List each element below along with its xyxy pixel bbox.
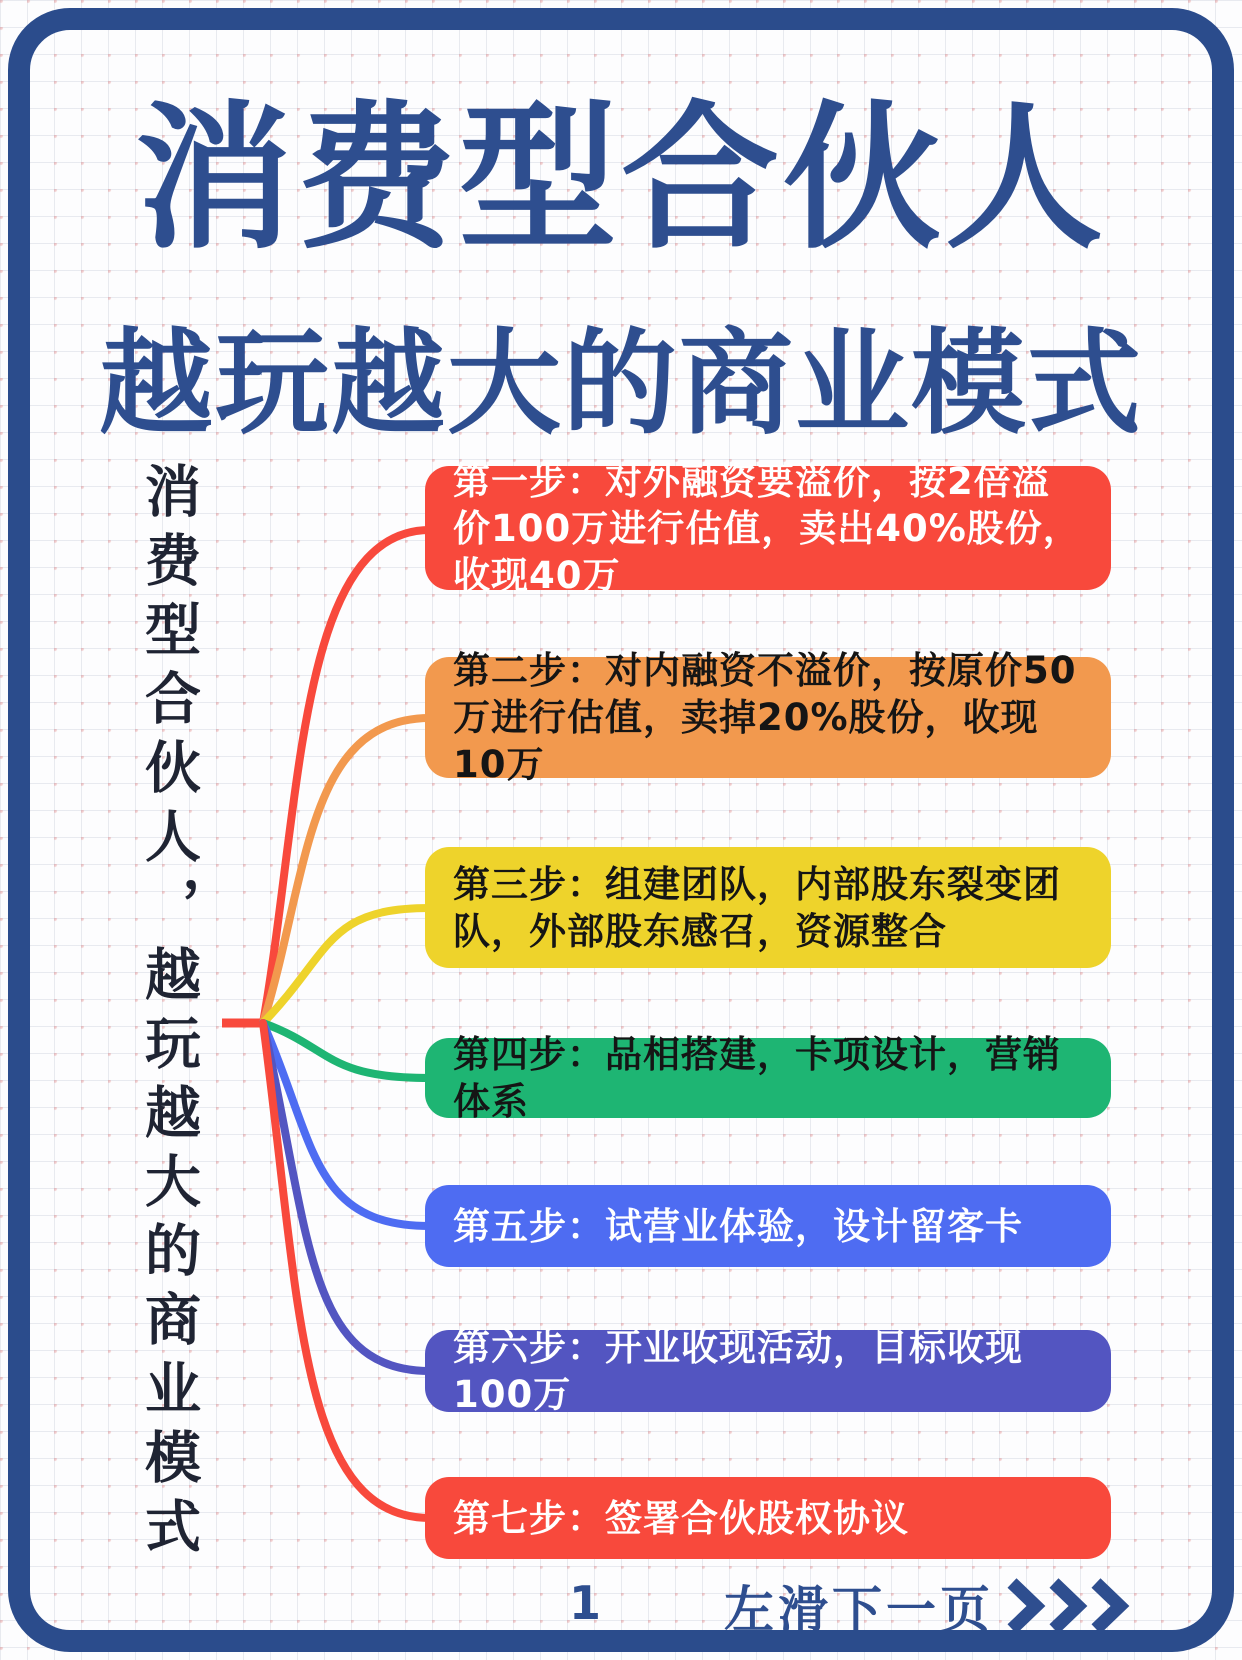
page-number: 1 xyxy=(568,1576,601,1630)
next-page-hint[interactable] xyxy=(724,1570,1136,1642)
step-box-5: 第五步：试营业体验，设计留客卡 xyxy=(425,1185,1111,1267)
side-caption: 消费型合伙人，越玩越大的商业模式 xyxy=(136,462,201,1566)
step-box-4: 第四步：品相搭建，卡项设计，营销体系 xyxy=(425,1038,1111,1118)
connector-step-1 xyxy=(263,530,430,1023)
step-box-7: 第七步：签署合伙股权协议 xyxy=(425,1477,1111,1559)
next-page-label: 左滑下一页 xyxy=(724,1581,994,1639)
connector-step-5 xyxy=(263,1023,430,1226)
connector-step-4 xyxy=(263,1023,430,1078)
step-box-3: 第三步：组建团队，内部股东裂变团队，外部股东感召，资源整合 xyxy=(425,847,1111,968)
page-title: 消费型合伙人 xyxy=(135,87,1107,271)
step-box-6: 第六步：开业收现活动，目标收现100万 xyxy=(425,1330,1111,1412)
step-box-2: 第二步：对内融资不溢价，按原价50万进行估值，卖掉20%股份，收现10万 xyxy=(425,657,1111,778)
step-box-1: 第一步：对外融资要溢价，按2倍溢价100万进行估值，卖出40%股份，收现40万 xyxy=(425,466,1111,590)
triple-chevron-right-icon xyxy=(1004,1578,1136,1634)
page-subtitle: 越玩越大的商业模式 xyxy=(98,317,1143,450)
